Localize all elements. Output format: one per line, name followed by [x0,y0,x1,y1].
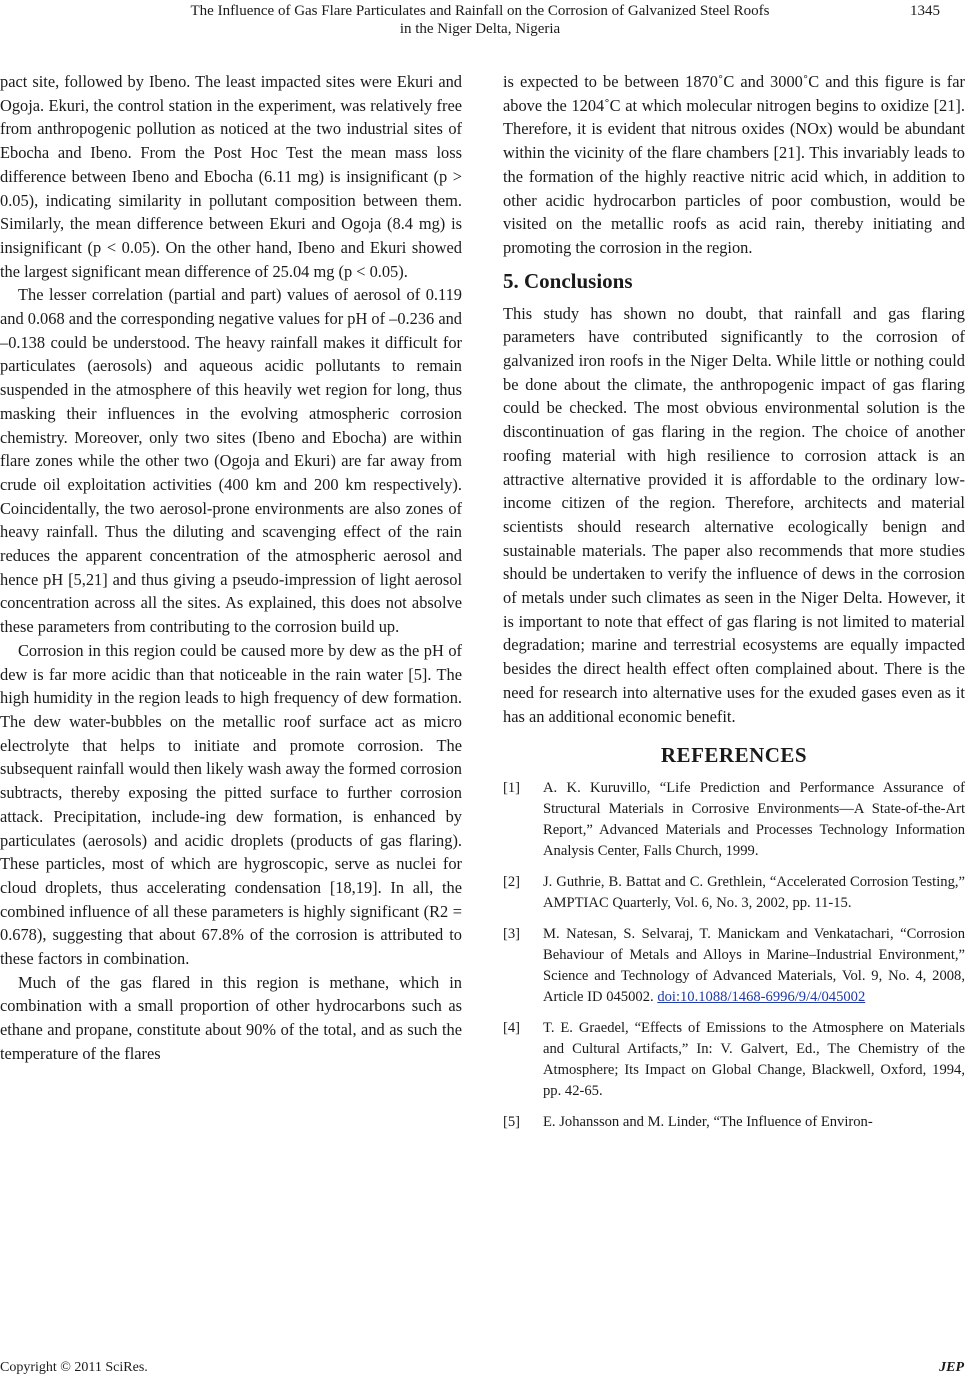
running-header [0,2,966,44]
paragraph: pact site, followed by Ibeno. The least impacted sites were Ekuri and Ogoja. Ekuri, the control station in the experiment, was relatively free from anthropogenic pollution as noticed at the two industrial sites of Ebocha and Ibeno. From the Post Hoc Test the mean mass loss difference between Ibeno and Ebocha (6.11 mg) is insignificant (p > 0.05), indicating similarity in pollutant composition between them. Similarly, the mean difference between Ekuri and Ogoja (8.4 mg) is insignificant (p < 0.05). On the other hand, Ibeno and Ekuri showed the largest significant mean difference of 25.04 mg (p < 0.05). [0,72,462,281]
running-title-line2: in the Niger Delta, Nigeria [399,21,561,37]
running-title-line1: The Influence of Gas Flare Particulates and Rainfall on the Corrosion of Galvanized Steel Roofs [190,3,770,19]
reference-text: A. K. Kuruvillo, “Life Prediction and Performance Assurance of Structural Materials in Corrosive Environments—A State-of-the-Art Report,” Advanced Materials and Processes Technology Information Analysis Center, Falls Church, 1999. [543,780,965,860]
paragraph: Corrosion in this region could be caused more by dew as the pH of dew is far more acidic than that noticeable in the rain water [5]. The high humidity in the region leads to high frequency of dew formation. The dew water-bubbles on the metallic roof surface act as micro electrolyte that helps to initiate and promote corrosion. The subsequent rainfall would then likely wash away the formed corrosion subtracts, thereby exposing the pitted surface to further corrosion attack. Precipitation, include-ing dew formation, is enhanced by particulates (aerosols) and acidic droplets (products of gas flaring). These particles, most of which are hygroscopic, serve as nuclei for cloud droplets, thus accelerating condensation [18,19]. In all, the combined influence of all these parameters is highly significant (R2 = 0.678), suggesting that about 67.8% of the corrosion is attributed to these factors in combination. [0,640,462,969]
reference-item [503,1018,965,1102]
reference-item [503,1112,965,1133]
page-number: 1345 [910,3,940,19]
reference-item [503,778,965,862]
reference-text: E. Johansson and M. Linder, “The Influence of Environ- [543,1114,873,1131]
reference-number: [4] [503,1020,521,1037]
reference-number: [3] [503,926,521,943]
section-heading-conclusions: 5. Conclusions [503,268,633,293]
doi-link[interactable]: doi:10.1088/1468-6996/9/4/045002 [657,989,866,1006]
left-column [0,70,462,1066]
reference-text: J. Guthrie, B. Battat and C. Grethlein, “Accelerated Corrosion Testing,” AMPTIAC Quarterly, Vol. 6, No. 3, 2002, pp. 11-15. [543,874,965,912]
reference-number: [2] [503,874,521,891]
copyright-text: Copyright © 2011 SciRes. [0,1360,148,1375]
paragraph: is expected to be between 1870˚C and 3000˚C and this figure is far above the 1204˚C at which molecular nitrogen begins to oxidize [21]. Therefore, it is evident that nitrous oxides (NOx) would be abundant within the vicinity of the flare chambers [21]. This invariably leads to the formation of the highly reactive nitric acid which, in addition to other acidic hydrocarbon particles of poor combustion, would be visited on the metallic roofs as acid rain, thereby initiating and promoting the corrosion in the region. [503,72,965,257]
reference-number: [1] [503,780,521,797]
paragraph: The lesser correlation (partial and part) values of aerosol of 0.119 and 0.068 and the corresponding negative values for pH of –0.236 and –0.138 could be understood. The heavy rainfall makes it difficult for particulates (aerosols) and aqueous acidic pollutants to remain suspended in the atmosphere of this heavily wet region for long, thus masking their influences in the evolving atmospheric corrosion chemistry. Moreover, only two sites (Ibeno and Ebocha) are within flare zones while the other two (Ogoja and Ekuri) are far away from crude oil exploitation activities (400 km and 200 km respectively). Coincidentally, the two aerosol-prone environments are also zones of heavy rainfall. Thus the diluting and scavenging effect of the rain reduces the apparent concentration of the atmospheric aerosol and hence pH [5,21] and thus giving a pseudo-impression of light aerosol concentration across all the sites. As explained, this does not absolve these parameters from contributing to the corrosion build up. [0,285,463,637]
reference-text: T. E. Graedel, “Effects of Emissions to the Atmosphere on Materials and Cultural Artifacts,” In: V. Galvert, Ed., The Chemistry of the Atmosphere; Its Impact on Global Change, Blackwell, Oxford, 1994, pp. 42-65. [543,1020,965,1100]
reference-item [503,872,965,914]
reference-item [503,924,965,1008]
paragraph: Much of the gas flared in this region is methane, which in combination with a small proportion of other hydrocarbons such as ethane and propane, constitute about 90% of the total, and as such the temperature of the flares [0,972,462,1063]
right-column [503,70,965,1143]
reference-text: M. Natesan, S. Selvaraj, T. Manickam and Venkatachari, “Corrosion Behaviour of Metals and Alloys in Marine–Industrial Environment,” Science and Technology of Advanced Materials, Vol. 9, No. 4, 2008, Article ID 045002. [543,926,965,1006]
reference-number: [5] [503,1114,521,1131]
references-heading: REFERENCES [660,743,808,768]
journal-abbrev: JEP [939,1360,964,1375]
conclusions-paragraph: This study has shown no doubt, that rainfall and gas flaring parameters have contributed significantly to the corrosion of galvanized iron roofs in the Niger Delta. While little or nothing could be done about the climate, the anthropogenic impact of gas flaring could be checked. The most obvious environmental solution is the discontinuation of gas flaring in the region. The choice of another roofing material with high resilience to corrosion attack is an attractive alternative provided it is affordable to the ordinary low-income citizen of the region. Therefore, architects and material scientists should research alternative ecologically benign and sustainable materials. The paper also recommends that more studies should be undertaken to verify the influence of dews in the corrosion of metals under such climates as seen in the Niger Delta. However, it is important to note that effect of gas flaring is not limited to material degradation; marine and terrestrial ecosystems are equally impacted besides the direct health effect often complained about. There is the need for research into alternative uses for the exuded gases even as it has an additional economic benefit. [503,303,965,726]
